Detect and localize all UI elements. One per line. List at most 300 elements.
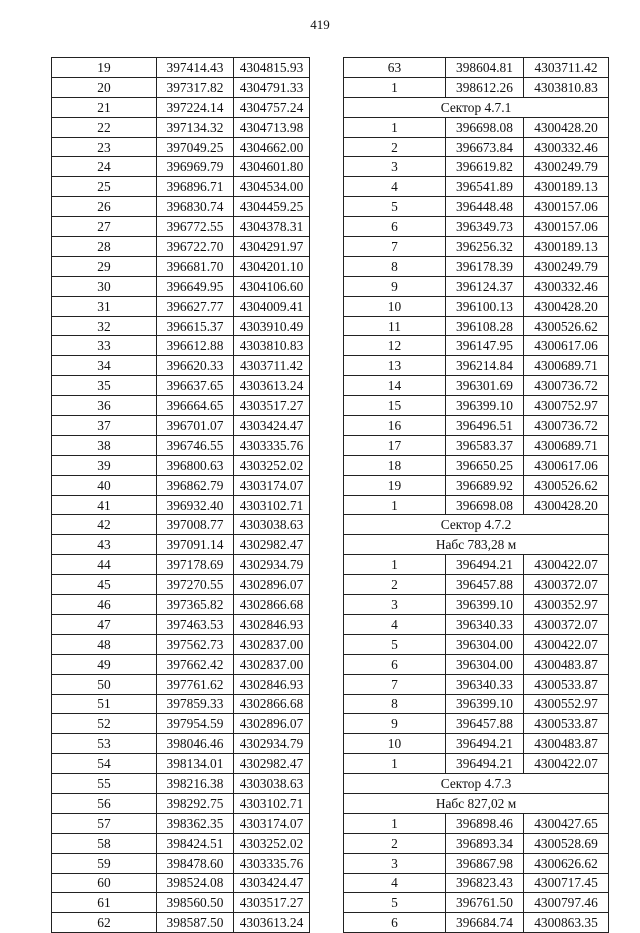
table-row — [344, 813, 609, 833]
point-number: 2 — [344, 137, 446, 157]
point-number: 49 — [52, 654, 157, 674]
y-coordinate: 4303335.76 — [234, 435, 310, 455]
point-number: 36 — [52, 396, 157, 416]
point-number: 33 — [52, 336, 157, 356]
x-coordinate: 396496.51 — [446, 416, 524, 436]
x-coordinate: 396399.10 — [446, 396, 524, 416]
table-row — [52, 833, 310, 853]
point-number: 12 — [344, 336, 446, 356]
x-coordinate: 396627.77 — [157, 296, 234, 316]
x-coordinate: 398524.08 — [157, 873, 234, 893]
x-coordinate: 396494.21 — [446, 555, 524, 575]
x-coordinate: 397049.25 — [157, 137, 234, 157]
table-row — [52, 157, 310, 177]
point-number: 37 — [52, 416, 157, 436]
x-coordinate: 396399.10 — [446, 694, 524, 714]
point-number: 53 — [52, 734, 157, 754]
x-coordinate: 396664.65 — [157, 396, 234, 416]
table-row — [344, 356, 609, 376]
table-row — [52, 58, 310, 78]
x-coordinate: 398478.60 — [157, 853, 234, 873]
x-coordinate: 396178.39 — [446, 256, 524, 276]
y-coordinate: 4300736.72 — [524, 416, 609, 436]
table-row — [344, 595, 609, 615]
point-number: 11 — [344, 316, 446, 336]
point-number: 28 — [52, 237, 157, 257]
x-coordinate: 396689.92 — [446, 475, 524, 495]
point-number: 39 — [52, 455, 157, 475]
y-coordinate: 4300717.45 — [524, 873, 609, 893]
y-coordinate: 4300552.97 — [524, 694, 609, 714]
point-number: 57 — [52, 813, 157, 833]
table-row — [52, 237, 310, 257]
y-coordinate: 4300863.35 — [524, 913, 609, 933]
x-coordinate: 396867.98 — [446, 853, 524, 873]
table-row — [52, 774, 310, 794]
y-coordinate: 4300332.46 — [524, 276, 609, 296]
table-row — [52, 177, 310, 197]
x-coordinate: 396304.00 — [446, 654, 524, 674]
x-coordinate: 396650.25 — [446, 455, 524, 475]
point-number: 18 — [344, 455, 446, 475]
point-number: 50 — [52, 674, 157, 694]
x-coordinate: 396637.65 — [157, 376, 234, 396]
x-coordinate: 397008.77 — [157, 515, 234, 535]
point-number: 32 — [52, 316, 157, 336]
x-coordinate: 396619.82 — [446, 157, 524, 177]
x-coordinate: 396649.95 — [157, 276, 234, 296]
point-number: 52 — [52, 714, 157, 734]
point-number: 6 — [344, 217, 446, 237]
point-number: 34 — [52, 356, 157, 376]
x-coordinate: 396862.79 — [157, 475, 234, 495]
table-row — [344, 674, 609, 694]
y-coordinate: 4304459.25 — [234, 197, 310, 217]
table-row — [344, 276, 609, 296]
x-coordinate: 398362.35 — [157, 813, 234, 833]
x-coordinate: 397562.73 — [157, 634, 234, 654]
table-row — [52, 376, 310, 396]
point-number: 62 — [52, 913, 157, 933]
y-coordinate: 4300352.97 — [524, 595, 609, 615]
x-coordinate: 397954.59 — [157, 714, 234, 734]
point-number: 26 — [52, 197, 157, 217]
table-row — [52, 117, 310, 137]
table-row — [344, 256, 609, 276]
table-row — [344, 117, 609, 137]
table-row — [52, 495, 310, 515]
table-row — [344, 137, 609, 157]
y-coordinate: 4302866.68 — [234, 694, 310, 714]
point-number: 58 — [52, 833, 157, 853]
table-row — [344, 435, 609, 455]
point-number: 19 — [344, 475, 446, 495]
y-coordinate: 4300483.87 — [524, 654, 609, 674]
y-coordinate: 4300428.20 — [524, 495, 609, 515]
y-coordinate: 4300752.97 — [524, 396, 609, 416]
x-coordinate: 396399.10 — [446, 595, 524, 615]
x-coordinate: 396448.48 — [446, 197, 524, 217]
y-coordinate: 4304791.33 — [234, 77, 310, 97]
x-coordinate: 396457.88 — [446, 714, 524, 734]
table-row — [52, 654, 310, 674]
y-coordinate: 4303252.02 — [234, 455, 310, 475]
y-coordinate: 4303102.71 — [234, 793, 310, 813]
x-coordinate: 397224.14 — [157, 97, 234, 117]
y-coordinate: 4303424.47 — [234, 416, 310, 436]
table-row — [344, 714, 609, 734]
y-coordinate: 4304815.93 — [234, 58, 310, 78]
y-coordinate: 4302982.47 — [234, 535, 310, 555]
x-coordinate: 396701.07 — [157, 416, 234, 436]
x-coordinate: 398612.26 — [446, 77, 524, 97]
table-row — [52, 793, 310, 813]
point-number: 48 — [52, 634, 157, 654]
table-row — [52, 77, 310, 97]
x-coordinate: 398604.81 — [446, 58, 524, 78]
y-coordinate: 4304291.97 — [234, 237, 310, 257]
x-coordinate: 396698.08 — [446, 495, 524, 515]
y-coordinate: 4300372.07 — [524, 575, 609, 595]
x-coordinate: 396800.63 — [157, 455, 234, 475]
y-coordinate: 4300626.62 — [524, 853, 609, 873]
x-coordinate: 396100.13 — [446, 296, 524, 316]
y-coordinate: 4303711.42 — [524, 58, 609, 78]
table-row — [344, 913, 609, 933]
y-coordinate: 4304009.41 — [234, 296, 310, 316]
y-coordinate: 4300617.06 — [524, 336, 609, 356]
table-row — [52, 614, 310, 634]
x-coordinate: 396124.37 — [446, 276, 524, 296]
table-row — [344, 455, 609, 475]
x-coordinate: 396615.37 — [157, 316, 234, 336]
point-number: 13 — [344, 356, 446, 376]
table-row — [52, 435, 310, 455]
x-coordinate: 396772.55 — [157, 217, 234, 237]
point-number: 24 — [52, 157, 157, 177]
point-number: 40 — [52, 475, 157, 495]
y-coordinate: 4300189.13 — [524, 237, 609, 257]
table-row — [344, 376, 609, 396]
x-coordinate: 397859.33 — [157, 694, 234, 714]
x-coordinate: 398424.51 — [157, 833, 234, 853]
table-row — [344, 336, 609, 356]
y-coordinate: 4300249.79 — [524, 256, 609, 276]
y-coordinate: 4300533.87 — [524, 714, 609, 734]
x-coordinate: 397134.32 — [157, 117, 234, 137]
table-row — [344, 316, 609, 336]
point-number: 16 — [344, 416, 446, 436]
y-coordinate: 4304201.10 — [234, 256, 310, 276]
y-coordinate: 4303038.63 — [234, 774, 310, 794]
section-header-row — [344, 535, 609, 555]
point-number: 17 — [344, 435, 446, 455]
point-number: 60 — [52, 873, 157, 893]
x-coordinate: 396612.88 — [157, 336, 234, 356]
y-coordinate: 4300332.46 — [524, 137, 609, 157]
x-coordinate: 398292.75 — [157, 793, 234, 813]
y-coordinate: 4303711.42 — [234, 356, 310, 376]
x-coordinate: 397178.69 — [157, 555, 234, 575]
x-coordinate: 396304.00 — [446, 634, 524, 654]
y-coordinate: 4300689.71 — [524, 356, 609, 376]
x-coordinate: 396893.34 — [446, 833, 524, 853]
x-coordinate: 396457.88 — [446, 575, 524, 595]
y-coordinate: 4303424.47 — [234, 873, 310, 893]
x-coordinate: 397317.82 — [157, 77, 234, 97]
x-coordinate: 397463.53 — [157, 614, 234, 634]
point-number: 55 — [52, 774, 157, 794]
point-number: 51 — [52, 694, 157, 714]
table-row — [344, 654, 609, 674]
table-row — [52, 455, 310, 475]
point-number: 42 — [52, 515, 157, 535]
y-coordinate: 4302866.68 — [234, 595, 310, 615]
y-coordinate: 4302934.79 — [234, 734, 310, 754]
x-coordinate: 396494.21 — [446, 754, 524, 774]
point-number: 4 — [344, 177, 446, 197]
point-number: 8 — [344, 694, 446, 714]
table-row — [344, 833, 609, 853]
point-number: 6 — [344, 913, 446, 933]
point-number: 6 — [344, 654, 446, 674]
x-coordinate: 397662.42 — [157, 654, 234, 674]
table-row — [52, 714, 310, 734]
y-coordinate: 4304662.00 — [234, 137, 310, 157]
y-coordinate: 4303252.02 — [234, 833, 310, 853]
table-row — [344, 555, 609, 575]
table-row — [52, 416, 310, 436]
point-number: 54 — [52, 754, 157, 774]
y-coordinate: 4300533.87 — [524, 674, 609, 694]
point-number: 7 — [344, 237, 446, 257]
y-coordinate: 4300797.46 — [524, 893, 609, 913]
table-row — [344, 734, 609, 754]
x-coordinate: 396898.46 — [446, 813, 524, 833]
y-coordinate: 4300528.69 — [524, 833, 609, 853]
section-header-row — [344, 515, 609, 535]
point-number: 44 — [52, 555, 157, 575]
point-number: 15 — [344, 396, 446, 416]
point-number: 19 — [52, 58, 157, 78]
table-row — [344, 197, 609, 217]
y-coordinate: 4303910.49 — [234, 316, 310, 336]
table-row — [344, 217, 609, 237]
table-row — [52, 276, 310, 296]
table-row — [52, 734, 310, 754]
y-coordinate: 4303613.24 — [234, 913, 310, 933]
x-coordinate: 397270.55 — [157, 575, 234, 595]
point-number: 47 — [52, 614, 157, 634]
point-number: 5 — [344, 893, 446, 913]
y-coordinate: 4300422.07 — [524, 754, 609, 774]
x-coordinate: 398216.38 — [157, 774, 234, 794]
point-number: 5 — [344, 197, 446, 217]
table-row — [344, 396, 609, 416]
point-number: 63 — [344, 58, 446, 78]
x-coordinate: 396340.33 — [446, 614, 524, 634]
x-coordinate: 397365.82 — [157, 595, 234, 615]
table-row — [52, 475, 310, 495]
y-coordinate: 4300427.65 — [524, 813, 609, 833]
point-number: 21 — [52, 97, 157, 117]
y-coordinate: 4303174.07 — [234, 475, 310, 495]
x-coordinate: 396746.55 — [157, 435, 234, 455]
point-number: 45 — [52, 575, 157, 595]
y-coordinate: 4302837.00 — [234, 654, 310, 674]
point-number: 3 — [344, 595, 446, 615]
page-number: 419 — [310, 17, 330, 32]
y-coordinate: 4300249.79 — [524, 157, 609, 177]
section-header-row — [344, 774, 609, 794]
x-coordinate: 396673.84 — [446, 137, 524, 157]
y-coordinate: 4304534.00 — [234, 177, 310, 197]
x-coordinate: 396349.73 — [446, 217, 524, 237]
y-coordinate: 4300422.07 — [524, 634, 609, 654]
y-coordinate: 4300617.06 — [524, 455, 609, 475]
y-coordinate: 4303810.83 — [524, 77, 609, 97]
table-row — [52, 674, 310, 694]
table-row — [52, 813, 310, 833]
x-coordinate: 397414.43 — [157, 58, 234, 78]
x-coordinate: 396684.74 — [446, 913, 524, 933]
table-row — [344, 157, 609, 177]
y-coordinate: 4300157.06 — [524, 217, 609, 237]
y-coordinate: 4304713.98 — [234, 117, 310, 137]
table-row — [52, 356, 310, 376]
y-coordinate: 4302896.07 — [234, 714, 310, 734]
y-coordinate: 4300526.62 — [524, 316, 609, 336]
y-coordinate: 4302846.93 — [234, 674, 310, 694]
x-coordinate: 396214.84 — [446, 356, 524, 376]
table-row — [52, 595, 310, 615]
x-coordinate: 396256.32 — [446, 237, 524, 257]
section-header: Набс 783,28 м — [344, 535, 609, 555]
y-coordinate: 4302846.93 — [234, 614, 310, 634]
point-number: 1 — [344, 555, 446, 575]
table-row — [344, 296, 609, 316]
x-coordinate: 396823.43 — [446, 873, 524, 893]
y-coordinate: 4300483.87 — [524, 734, 609, 754]
point-number: 31 — [52, 296, 157, 316]
table-row — [52, 256, 310, 276]
point-number: 20 — [52, 77, 157, 97]
point-number: 27 — [52, 217, 157, 237]
point-number: 3 — [344, 157, 446, 177]
y-coordinate: 4300189.13 — [524, 177, 609, 197]
x-coordinate: 396340.33 — [446, 674, 524, 694]
table-row — [344, 77, 609, 97]
point-number: 59 — [52, 853, 157, 873]
y-coordinate: 4300422.07 — [524, 555, 609, 575]
point-number: 61 — [52, 893, 157, 913]
table-row — [344, 416, 609, 436]
table-row — [344, 614, 609, 634]
y-coordinate: 4303038.63 — [234, 515, 310, 535]
point-number: 1 — [344, 495, 446, 515]
point-number: 4 — [344, 614, 446, 634]
x-coordinate: 396969.79 — [157, 157, 234, 177]
table-row — [52, 575, 310, 595]
x-coordinate: 397091.14 — [157, 535, 234, 555]
point-number: 10 — [344, 734, 446, 754]
table-row — [52, 853, 310, 873]
table-row — [52, 296, 310, 316]
table-row — [52, 754, 310, 774]
point-number: 7 — [344, 674, 446, 694]
point-number: 38 — [52, 435, 157, 455]
point-number: 46 — [52, 595, 157, 615]
y-coordinate: 4304757.24 — [234, 97, 310, 117]
x-coordinate: 396896.71 — [157, 177, 234, 197]
y-coordinate: 4300689.71 — [524, 435, 609, 455]
section-header: Сектор 4.7.3 — [344, 774, 609, 794]
section-header: Сектор 4.7.1 — [344, 97, 609, 117]
y-coordinate: 4300428.20 — [524, 117, 609, 137]
table-row — [52, 137, 310, 157]
point-number: 14 — [344, 376, 446, 396]
table-row — [344, 237, 609, 257]
y-coordinate: 4300428.20 — [524, 296, 609, 316]
table-row — [52, 893, 310, 913]
point-number: 4 — [344, 873, 446, 893]
table-row — [52, 694, 310, 714]
x-coordinate: 396494.21 — [446, 734, 524, 754]
x-coordinate: 396301.69 — [446, 376, 524, 396]
table-row — [52, 555, 310, 575]
y-coordinate: 4300372.07 — [524, 614, 609, 634]
table-row — [52, 396, 310, 416]
table-row — [344, 893, 609, 913]
point-number: 1 — [344, 754, 446, 774]
table-row — [52, 197, 310, 217]
point-number: 1 — [344, 77, 446, 97]
table-row — [52, 873, 310, 893]
point-number: 1 — [344, 117, 446, 137]
x-coordinate: 398560.50 — [157, 893, 234, 913]
x-coordinate: 397761.62 — [157, 674, 234, 694]
y-coordinate: 4304601.80 — [234, 157, 310, 177]
table-row — [52, 535, 310, 555]
y-coordinate: 4302934.79 — [234, 555, 310, 575]
table-row — [52, 336, 310, 356]
point-number: 10 — [344, 296, 446, 316]
x-coordinate: 398134.01 — [157, 754, 234, 774]
y-coordinate: 4303335.76 — [234, 853, 310, 873]
table-row — [344, 853, 609, 873]
point-number: 9 — [344, 276, 446, 296]
y-coordinate: 4300736.72 — [524, 376, 609, 396]
point-number: 29 — [52, 256, 157, 276]
table-row — [52, 97, 310, 117]
point-number: 8 — [344, 256, 446, 276]
table-row — [52, 217, 310, 237]
left-coordinates-table — [51, 57, 310, 933]
y-coordinate: 4302896.07 — [234, 575, 310, 595]
point-number: 3 — [344, 853, 446, 873]
table-row — [344, 575, 609, 595]
x-coordinate: 396722.70 — [157, 237, 234, 257]
x-coordinate: 396620.33 — [157, 356, 234, 376]
y-coordinate: 4302982.47 — [234, 754, 310, 774]
table-row — [344, 754, 609, 774]
point-number: 41 — [52, 495, 157, 515]
x-coordinate: 396761.50 — [446, 893, 524, 913]
x-coordinate: 396108.28 — [446, 316, 524, 336]
x-coordinate: 398587.50 — [157, 913, 234, 933]
right-coordinates-table — [343, 57, 609, 933]
point-number: 30 — [52, 276, 157, 296]
